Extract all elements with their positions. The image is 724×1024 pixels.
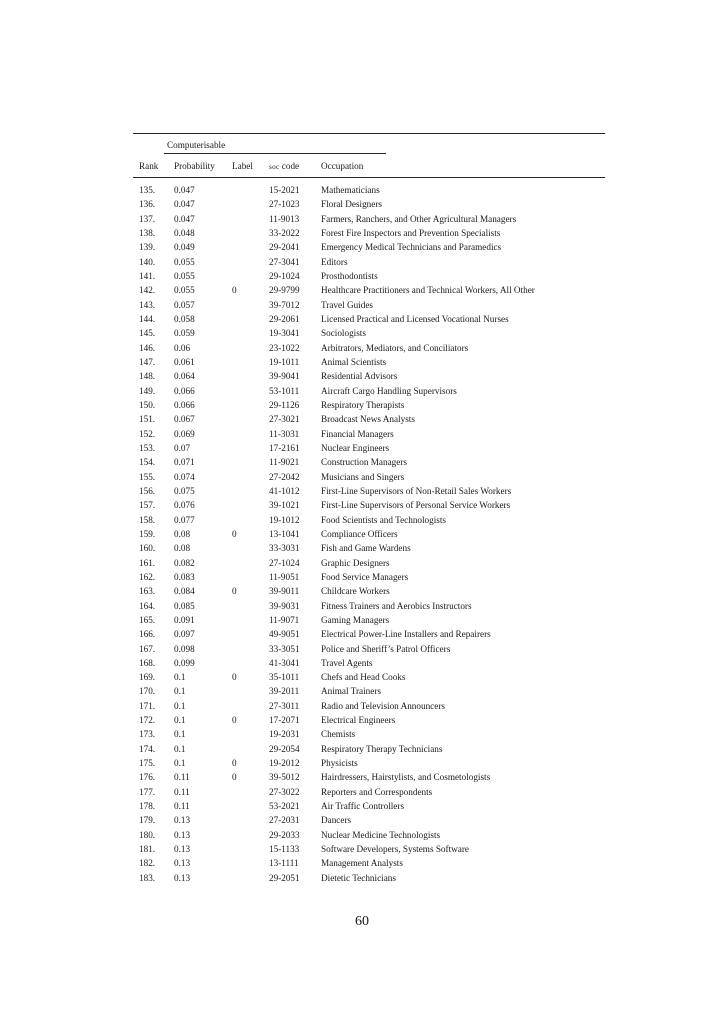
table-row: [133, 428, 605, 442]
table-row: [133, 743, 605, 757]
soc-code-cell: 29-2061: [269, 313, 300, 324]
probability-cell: 0.08: [174, 543, 191, 554]
table-row: [133, 342, 605, 356]
table-row: [133, 628, 605, 642]
table-row: [133, 241, 605, 255]
table-row: [133, 757, 605, 771]
occupation-cell: Childcare Workers: [321, 586, 390, 597]
label-cell: 0: [232, 586, 237, 597]
occupation-cell: Healthcare Practitioners and Technical Workers, All Other: [321, 285, 535, 296]
occupation-cell: First-Line Supervisors of Personal Service Workers: [321, 500, 511, 511]
probability-cell: 0.13: [174, 858, 191, 869]
occupation-cell: Graphic Designers: [321, 557, 390, 568]
soc-code-cell: 39-5012: [269, 772, 300, 783]
occupation-cell: Radio and Television Announcers: [321, 700, 445, 711]
rank-cell: 152.: [139, 428, 156, 439]
occupation-cell: Construction Managers: [321, 457, 407, 468]
table-row: [133, 585, 605, 599]
rank-cell: 139.: [139, 242, 156, 253]
occupation-cell: Management Analysts: [321, 858, 403, 869]
occupation-cell: Mathematicians: [321, 185, 380, 195]
rank-cell: 181.: [139, 844, 156, 855]
table-row: [133, 456, 605, 470]
rank-cell: 183.: [139, 872, 156, 883]
probability-cell: 0.097: [174, 629, 195, 640]
rank-cell: 177.: [139, 786, 156, 797]
occupation-cell: Sociologists: [321, 328, 366, 339]
column-header-label: Label: [232, 161, 253, 171]
occupation-cell: Electrical Power-Line Installers and Repairers: [321, 629, 491, 640]
rank-cell: 172.: [139, 715, 156, 726]
occupation-cell: Police and Sheriff’s Patrol Officers: [321, 643, 451, 654]
rank-cell: 135.: [139, 185, 156, 195]
occupation-cell: Respiratory Therapy Technicians: [321, 743, 443, 754]
table-row: [133, 872, 605, 886]
occupation-cell: Gaming Managers: [321, 614, 390, 625]
occupation-cell: Travel Guides: [321, 299, 373, 310]
soc-code-cell: 41-1012: [269, 485, 300, 496]
rank-cell: 143.: [139, 299, 156, 310]
probability-cell: 0.1: [174, 715, 186, 726]
probability-cell: 0.077: [174, 514, 195, 525]
rank-cell: 182.: [139, 858, 156, 869]
probability-cell: 0.084: [174, 586, 195, 597]
probability-cell: 0.047: [174, 185, 195, 195]
table-row: [133, 213, 605, 227]
soc-code-cell: 27-2042: [269, 471, 300, 482]
soc-code-cell: 11-9051: [269, 571, 300, 582]
rank-cell: 165.: [139, 614, 156, 625]
table-row: [133, 700, 605, 714]
table-row: [133, 643, 605, 657]
soc-code-cell: 53-1011: [269, 385, 300, 396]
soc-code-cell: 35-1011: [269, 672, 300, 683]
table-row: [133, 714, 605, 728]
soc-code-cell: 19-3041: [269, 328, 300, 339]
table-row: [133, 284, 605, 298]
probability-cell: 0.067: [174, 414, 195, 425]
occupation-cell: First-Line Supervisors of Non-Retail Sales Workers: [321, 485, 512, 496]
rank-cell: 180.: [139, 829, 156, 840]
label-cell: 0: [232, 772, 237, 783]
soc-code-cell: 23-1022: [269, 342, 300, 353]
probability-cell: 0.076: [174, 500, 195, 511]
table-row: [133, 542, 605, 556]
rank-cell: 170.: [139, 686, 156, 697]
probability-cell: 0.047: [174, 213, 195, 224]
table-body: [133, 184, 605, 886]
soc-code-cell: 27-1024: [269, 557, 300, 568]
rank-cell: 176.: [139, 772, 156, 783]
rank-cell: 153.: [139, 442, 156, 453]
rank-cell: 166.: [139, 629, 156, 640]
rank-cell: 155.: [139, 471, 156, 482]
occupation-cell: Residential Advisors: [321, 371, 398, 382]
soc-code-cell: 29-2054: [269, 743, 300, 754]
occupation-cell: Hairdressers, Hairstylists, and Cosmetologists: [321, 772, 491, 783]
soc-code-cell: 41-3041: [269, 657, 300, 668]
soc-code-cell: 33-3051: [269, 643, 300, 654]
soc-code-cell: 33-2022: [269, 227, 300, 238]
probability-cell: 0.057: [174, 299, 195, 310]
rank-cell: 150.: [139, 399, 156, 410]
occupation-cell: Dancers: [321, 815, 352, 826]
probability-cell: 0.099: [174, 657, 195, 668]
probability-cell: 0.066: [174, 385, 195, 396]
occupation-cell: Travel Agents: [321, 657, 373, 668]
rank-cell: 156.: [139, 485, 156, 496]
occupation-cell: Respiratory Therapists: [321, 399, 405, 410]
rank-cell: 167.: [139, 643, 156, 654]
probability-cell: 0.075: [174, 485, 195, 496]
probability-cell: 0.066: [174, 399, 195, 410]
table-row: [133, 800, 605, 814]
occupation-cell: Food Scientists and Technologists: [321, 514, 447, 525]
rank-cell: 144.: [139, 313, 156, 324]
table-row: [133, 327, 605, 341]
soc-code-cell: 39-2011: [269, 686, 300, 697]
soc-code-cell: 27-3011: [269, 700, 300, 711]
probability-cell: 0.1: [174, 700, 186, 711]
soc-code-cell: 19-1011: [269, 356, 300, 367]
soc-code-cell: 19-2012: [269, 758, 300, 769]
probability-cell: 0.08: [174, 528, 191, 539]
probability-cell: 0.06: [174, 342, 191, 353]
soc-code-cell: 29-2041: [269, 242, 300, 253]
soc-code-cell: 39-9041: [269, 371, 300, 382]
rank-cell: 146.: [139, 342, 156, 353]
table-row: [133, 399, 605, 413]
rank-cell: 145.: [139, 328, 156, 339]
rank-cell: 157.: [139, 500, 156, 511]
rank-cell: 164.: [139, 600, 156, 611]
table-row: [133, 385, 605, 399]
soc-code-cell: 49-9051: [269, 629, 300, 640]
soc-code-cell: 15-1133: [269, 844, 300, 855]
soc-code-cell: 11-9021: [269, 457, 300, 468]
table-row: [133, 671, 605, 685]
occupation-cell: Musicians and Singers: [321, 471, 405, 482]
table-row: [133, 227, 605, 241]
table-row: [133, 557, 605, 571]
soc-code-cell: 33-3031: [269, 543, 300, 554]
rank-cell: 149.: [139, 385, 156, 396]
label-cell: 0: [232, 285, 237, 296]
rank-cell: 161.: [139, 557, 156, 568]
occupation-cell: Nuclear Engineers: [321, 442, 390, 453]
soc-code-cell: 39-7012: [269, 299, 300, 310]
table-row: [133, 857, 605, 871]
column-header-occupation: Occupation: [321, 161, 364, 171]
probability-cell: 0.047: [174, 199, 195, 210]
occupation-cell: Arbitrators, Mediators, and Conciliators: [321, 342, 469, 353]
probability-cell: 0.091: [174, 614, 195, 625]
table-row: [133, 657, 605, 671]
soc-code-cell: 13-1111: [269, 858, 299, 869]
rank-cell: 169.: [139, 672, 156, 683]
table-row: [133, 198, 605, 212]
table-row: [133, 600, 605, 614]
soc-code-cell: 29-1126: [269, 399, 300, 410]
probability-cell: 0.1: [174, 743, 186, 754]
table-top-rule: [133, 133, 605, 134]
table-row: [133, 356, 605, 370]
soc-code-cell: 27-3022: [269, 786, 300, 797]
table-row: [133, 571, 605, 585]
table-row: [133, 313, 605, 327]
table-row: [133, 413, 605, 427]
rank-cell: 138.: [139, 227, 156, 238]
occupation-cell: Fitness Trainers and Aerobics Instructors: [321, 600, 472, 611]
soc-code-cell: 27-3021: [269, 414, 300, 425]
rank-cell: 136.: [139, 199, 156, 210]
probability-cell: 0.13: [174, 844, 191, 855]
soc-code-cell: 15-2021: [269, 185, 300, 195]
rank-cell: 154.: [139, 457, 156, 468]
probability-cell: 0.085: [174, 600, 195, 611]
probability-cell: 0.064: [174, 371, 195, 382]
probability-cell: 0.11: [174, 786, 190, 797]
probability-cell: 0.074: [174, 471, 195, 482]
probability-cell: 0.055: [174, 270, 195, 281]
soc-code-cell: 11-9013: [269, 213, 300, 224]
label-cell: 0: [232, 758, 237, 769]
column-header-probability: Probability: [174, 161, 215, 171]
probability-cell: 0.11: [174, 801, 190, 812]
label-cell: 0: [232, 715, 237, 726]
page-number: 60: [355, 914, 369, 929]
probability-cell: 0.13: [174, 815, 191, 826]
rank-cell: 173.: [139, 729, 156, 740]
table-row: [133, 442, 605, 456]
rank-cell: 163.: [139, 586, 156, 597]
table-row: [133, 299, 605, 313]
label-cell: 0: [232, 672, 237, 683]
soc-code-suffix: code: [279, 161, 300, 171]
label-cell: 0: [232, 528, 237, 539]
column-header-rank: Rank: [139, 161, 159, 171]
probability-cell: 0.13: [174, 829, 191, 840]
soc-code-cell: 39-9031: [269, 600, 300, 611]
soc-code-cell: 27-3041: [269, 256, 300, 267]
probability-cell: 0.083: [174, 571, 195, 582]
probability-cell: 0.055: [174, 256, 195, 267]
rank-cell: 179.: [139, 815, 156, 826]
rank-cell: 168.: [139, 657, 156, 668]
rank-cell: 141.: [139, 270, 156, 281]
occupation-cell: Licensed Practical and Licensed Vocational Nurses: [321, 313, 509, 324]
soc-code-cell: 53-2021: [269, 801, 300, 812]
soc-code-cell: 13-1041: [269, 528, 300, 539]
soc-code-cell: 27-2031: [269, 815, 300, 826]
occupation-cell: Physicists: [321, 758, 358, 769]
occupation-cell: Broadcast News Analysts: [321, 414, 415, 425]
rank-cell: 148.: [139, 371, 156, 382]
table-row: [133, 184, 605, 198]
probability-cell: 0.13: [174, 872, 191, 883]
probability-cell: 0.082: [174, 557, 195, 568]
table-row: [133, 771, 605, 785]
rank-cell: 159.: [139, 528, 156, 539]
table-row: [133, 485, 605, 499]
rank-cell: 171.: [139, 700, 156, 711]
rank-cell: 174.: [139, 743, 156, 754]
table-row: [133, 270, 605, 284]
table-row: [133, 528, 605, 542]
occupation-cell: Animal Trainers: [321, 686, 381, 697]
soc-code-cell: 39-1021: [269, 500, 300, 511]
probability-cell: 0.071: [174, 457, 195, 468]
occupation-cell: Dietetic Technicians: [321, 872, 396, 883]
soc-code-cell: 39-9011: [269, 586, 300, 597]
probability-cell: 0.1: [174, 758, 186, 769]
rank-cell: 137.: [139, 213, 156, 224]
table-row: [133, 499, 605, 513]
rank-cell: 147.: [139, 356, 156, 367]
rank-cell: 178.: [139, 801, 156, 812]
table-row: [133, 256, 605, 270]
rank-cell: 162.: [139, 571, 156, 582]
probability-cell: 0.1: [174, 672, 186, 683]
occupation-cell: Aircraft Cargo Handling Supervisors: [321, 385, 457, 396]
soc-code-cell: 19-1012: [269, 514, 300, 525]
occupation-cell: Emergency Medical Technicians and Paramedics: [321, 242, 502, 253]
occupation-cell: Nuclear Medicine Technologists: [321, 829, 441, 840]
occupation-cell: Editors: [321, 256, 348, 267]
soc-code-cell: 17-2161: [269, 442, 300, 453]
occupation-cell: Fish and Game Wardens: [321, 543, 411, 554]
probability-cell: 0.055: [174, 285, 195, 296]
rank-cell: 160.: [139, 543, 156, 554]
probability-cell: 0.098: [174, 643, 195, 654]
occupation-cell: Floral Designers: [321, 199, 382, 210]
occupation-cell: Food Service Managers: [321, 571, 409, 582]
soc-code-cell: 27-1023: [269, 199, 300, 210]
table-row: [133, 814, 605, 828]
occupation-cell: Farmers, Ranchers, and Other Agricultural Managers: [321, 213, 517, 224]
soc-code-cell: 29-1024: [269, 270, 300, 281]
table-row: [133, 843, 605, 857]
occupation-cell: Reporters and Correspondents: [321, 786, 433, 797]
occupation-cell: Compliance Officers: [321, 528, 398, 539]
occupation-cell: Forest Fire Inspectors and Prevention Specialists: [321, 227, 501, 238]
probability-cell: 0.069: [174, 428, 195, 439]
occupation-cell: Chefs and Head Cooks: [321, 672, 406, 683]
soc-code-cell: 11-9071: [269, 614, 300, 625]
soc-code-cell: 29-9799: [269, 285, 300, 296]
table-row: [133, 471, 605, 485]
soc-code-cell: 11-3031: [269, 428, 300, 439]
rank-cell: 158.: [139, 514, 156, 525]
table-row: [133, 514, 605, 528]
column-header-soc-code: [269, 161, 299, 171]
occupation-cell: Air Traffic Controllers: [321, 801, 405, 812]
soc-code-cell: 17-2071: [269, 715, 300, 726]
rank-cell: 140.: [139, 256, 156, 267]
table-row: [133, 728, 605, 742]
soc-code-cell: 29-2051: [269, 872, 300, 883]
table-row: [133, 614, 605, 628]
computerisable-group-header: Computerisable: [167, 140, 226, 150]
table-row: [133, 829, 605, 843]
soc-code-cell: 29-2033: [269, 829, 300, 840]
occupation-cell: Software Developers, Systems Software: [321, 844, 469, 855]
soc-code-cell: 19-2031: [269, 729, 300, 740]
probability-cell: 0.061: [174, 356, 195, 367]
probability-cell: 0.1: [174, 686, 186, 697]
probability-cell: 0.048: [174, 227, 195, 238]
table-row: [133, 370, 605, 384]
occupation-cell: Electrical Engineers: [321, 715, 396, 726]
soc-smallcaps: soc: [269, 163, 280, 171]
probability-cell: 0.11: [174, 772, 190, 783]
probability-cell: 0.059: [174, 328, 195, 339]
probability-cell: 0.058: [174, 313, 195, 324]
probability-cell: 0.07: [174, 442, 191, 453]
rank-cell: 142.: [139, 285, 156, 296]
header-bottom-rule: [133, 177, 605, 178]
occupation-cell: Animal Scientists: [321, 356, 387, 367]
probability-cell: 0.1: [174, 729, 186, 740]
table-row: [133, 786, 605, 800]
group-header-rule: [164, 153, 386, 154]
rank-cell: 175.: [139, 758, 156, 769]
probability-cell: 0.049: [174, 242, 195, 253]
occupation-cell: Chemists: [321, 729, 356, 740]
occupation-cell: Prosthodontists: [321, 270, 378, 281]
table-row: [133, 685, 605, 699]
rank-cell: 151.: [139, 414, 156, 425]
occupation-cell: Financial Managers: [321, 428, 394, 439]
